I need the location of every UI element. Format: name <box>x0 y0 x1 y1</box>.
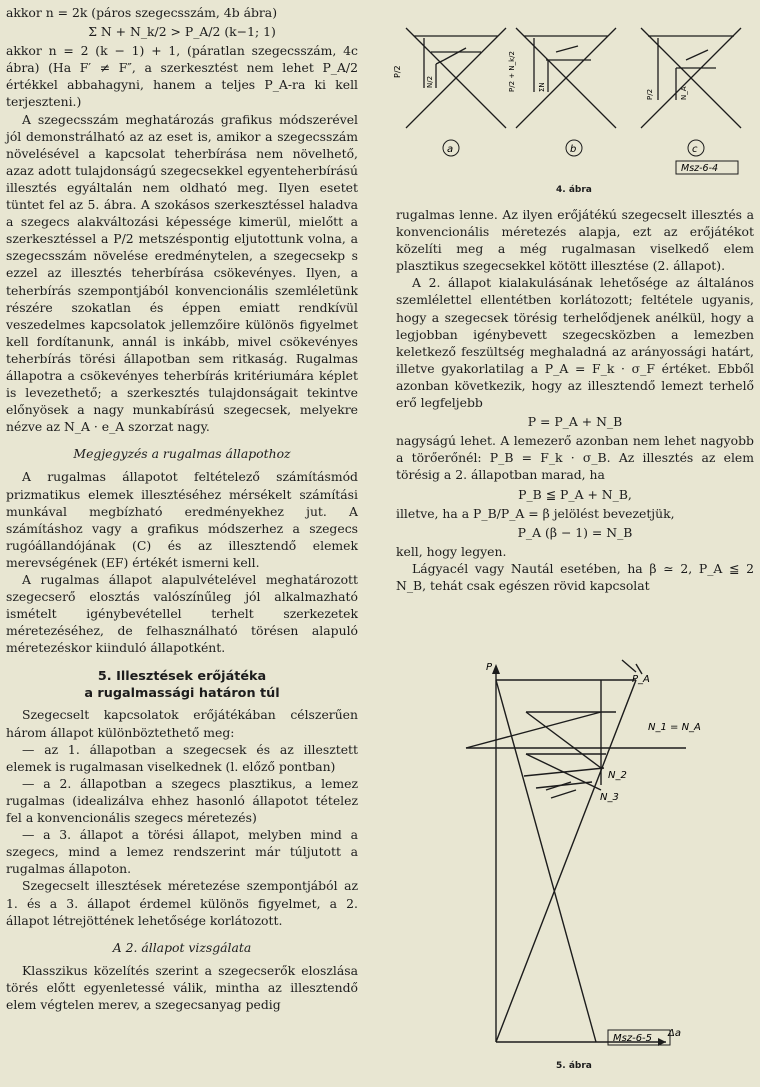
force-label: N_2 <box>608 770 627 781</box>
figure-caption: 4. ábra <box>556 185 592 195</box>
figure-stamp: Msz-6-5 <box>613 1033 653 1044</box>
section-heading: a rugalmassági határon túl <box>84 686 280 702</box>
paragraph: akkor n = 2 (k − 1) + 1, (páratlan szegecsszám, 4c ábra) (Ha F′ ≠ F″, a szerkesztést nem lehet P_A/2 értékkel abbahagyni, hanem a teljes P_A-ra ki kell terjeszteni.) <box>6 43 358 110</box>
dim-label: P/2 <box>646 88 654 100</box>
paragraph: kell, hogy legyen. <box>396 543 507 559</box>
subheading: Megjegyzés a rugalmas állapothoz <box>73 446 291 462</box>
figure-stamp: Msz-6-4 <box>681 163 719 174</box>
equation: P_A (β − 1) = N_B <box>517 524 633 540</box>
axis-label: P <box>486 662 493 673</box>
dim-label: ΣN <box>538 82 546 92</box>
list-item: — az 1. állapotban a szegecsek és az illesztett elemek is rugalmasan viselkednek (l. előző pontban) <box>6 741 358 774</box>
section-heading: 5. Illesztések erőjátéka <box>97 669 267 685</box>
equation: P_B ≦ P_A + N_B, <box>518 486 632 502</box>
subfigure-label: b <box>570 144 577 155</box>
paragraph: Klasszikus közelítés szerint a szegecserők eloszlása törés előtt egyenletessé válik, mintha az illesztendő elem végtelen merev, a szegecsanyag pedig <box>6 962 358 1012</box>
paragraph: Szegecselt illesztések méretezése szempontjából az 1. és a 3. állapot érdemel különös figyelmet, a 2. állapot létrejöttének lehetősége korlátozott. <box>6 878 358 928</box>
subfigure-label: a <box>447 144 454 155</box>
dim-label: P/2 <box>393 65 402 78</box>
figure-5-diagram <box>396 650 754 1070</box>
figure-4-diagram <box>393 8 754 186</box>
paragraph: Lágyacél vagy Nautál esetében, ha β ≃ 2, P_A ≦ 2 N_B, tehát csak egészen rövid kapcsolat <box>396 560 754 593</box>
right-column <box>396 206 754 594</box>
paragraph: A 2. állapot kialakulásának lehetősége az általános szemlélettel ellentétben korlátozott; feltétele ugyanis, hogy a szegecsek törésig terhelődjenek anélkül, hogy a legjobban igénybevett szegecsközben a lemezben keletkező feszültség meghaladná az arányossági határt, illetve gyakorlatilag a P_A = F_k · σ_F értéket. Ebből azonban következik, hogy az illesztendő lemezt terhelő erő legfeljebb <box>396 275 754 411</box>
equation: P = P_A + N_B <box>527 414 623 430</box>
paragraph: rugalmas lenne. Az ilyen erőjátékú szegecselt illesztés a konvencionális méretezés alapja, ezt az erőjátékot közelíti meg a még rugalmasan viselkedő elem plasztikus szegecsekkel kötött illesztése (2. állapot). <box>396 207 754 274</box>
paragraph: A rugalmas állapotot feltételező számításmód prizmatikus elemek illesztéséhez mérsékelt számítási munkával megbízható eredményekhez jut. A számításhoz vagy a grafikus módszerhez a szegecs rugóállandójának (C) és az illesztendő elemek merevségének (EF) értékét ismerni kell. <box>6 469 358 570</box>
paragraph: A rugalmas állapot alapulvételével meghatározott szegecserő elosztás valószínűleg jól alkalmazható ismételt igénybevétellel terhelt szerkezetek méretezéséhez, de felhasználható törésen alapuló méretezéskor kiinduló állapotként. <box>6 572 358 656</box>
dim-label: N_A <box>680 86 688 100</box>
paragraph: akkor n = 2k (páros szegecsszám, 4b ábra) <box>6 5 278 20</box>
list-item: — a 3. állapot a törési állapot, melyben mind a szegecs, mind a lemez rendszerint már túljutott a rugalmas állapoton. <box>6 827 358 877</box>
dim-label: P/2 + N_k/2 <box>508 51 516 92</box>
force-label: P_A <box>632 674 650 685</box>
left-column <box>6 4 358 1013</box>
subheading: A 2. állapot vizsgálata <box>112 939 252 955</box>
figure-caption: 5. ábra <box>556 1061 592 1071</box>
list-item: — a 2. állapotban a szegecs plasztikus, a lemez rugalmas (idealizálva ehhez hasonló állapotot tételez fel a konvencionális szegecs méretezés) <box>6 775 358 826</box>
subfigure-label: c <box>692 144 698 155</box>
axis-label: Δa <box>668 1028 681 1039</box>
force-label: N_1 = N_A <box>648 722 701 733</box>
paragraph: nagyságú lehet. A lemezerő azonban nem lehet nagyobb a törőerőnél: P_B = F_k · σ_B. Az illesztés az elem törésig a 2. állapotban marad, ha <box>396 433 754 483</box>
force-label: N_3 <box>600 792 619 803</box>
paragraph: illetve, ha a P_B/P_A = β jelölést bevezetjük, <box>396 505 675 521</box>
equation: Σ N + N_k/2 > P_A/2 (k−1; 1) <box>88 24 276 40</box>
dim-label: N/2 <box>426 75 434 88</box>
paragraph: Szegecselt kapcsolatok erőjátékában célszerűen három állapot különböztethető meg: <box>6 707 358 740</box>
paragraph: A szegecsszám meghatározás grafikus módszerével jól demonstrálható az az eset is, amikor a szegecsszám növelésével a kapcsolat teherbírása nem növelhető, azaz adott tulajdonságú szegecsekkel egyenteherbírású illesztés egyáltalán nem oldható meg. Ilyen esetet tüntet fel az 5. ábra. A szokásos szerkesztéssel haladva a szegecs alakváltozási képessége kimerül, mielőtt a szerkesztéssel a P/2 metszéspontig eljutottunk volna, a szegecsszám növelése eredménytelen, a szegecsekp s ezzel az illesztés teherbírása csökevényes. Ilyen, a teherbírás szempontjából konvencionális szemléletünk részére szokatlan és éppen emiatt rendkívül veszedelmes kapcsolatok jellemzőire különös figyelmet kell fordítanunk, annál is inkább, mivel csökevényes teherbírás törési állapotban sem ritkaság. Rugalmas állapotra a csökevényes teherbírás kritériumára képlet is levezethető; a szerkesztés tulajdonságait tekintve előnyösek a nagy munkabírású szegecsek, melyekre nézve az N_A · e_A szorzat nagy. <box>6 111 358 435</box>
